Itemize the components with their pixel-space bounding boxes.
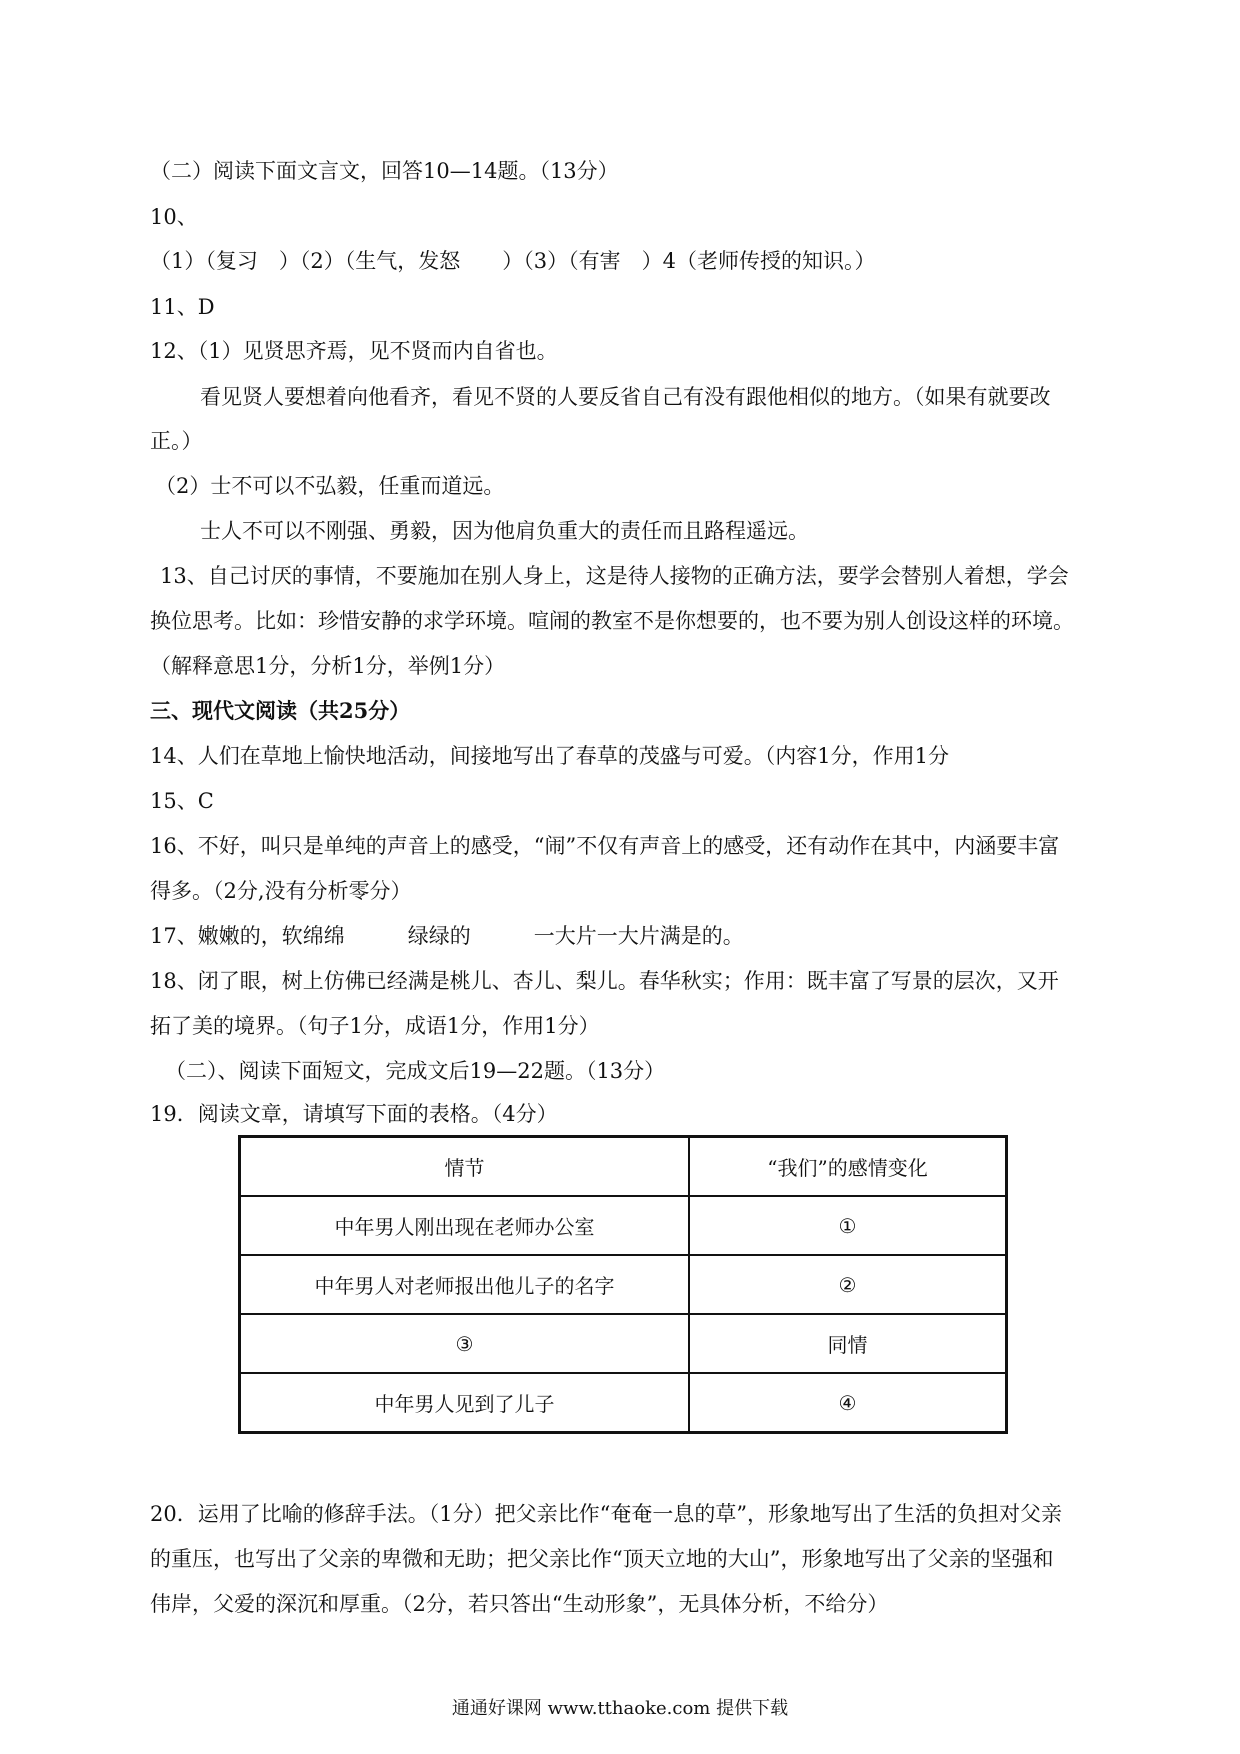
- question-10: 10、: [150, 205, 198, 229]
- table-cell: ④: [689, 1373, 1007, 1433]
- answer-12-2: （2）士不可以不弘毅，任重而道远。: [155, 474, 505, 498]
- answer-12-1-translation-cont: 正。）: [150, 429, 203, 453]
- table-row: [240, 1196, 1007, 1255]
- table-row: [240, 1314, 1007, 1373]
- answer-17: 17、嫩嫩的，软绵绵 绿绿的 一大片一大片满是的。: [150, 924, 744, 948]
- answer-11: 11、D: [150, 295, 215, 319]
- answer-20-cont: 的重压，也写出了父亲的卑微和无助；把父亲比作“顶天立地的大山”，形象地写出了父亲的坚强和: [150, 1547, 1054, 1571]
- table-cell: ①: [689, 1196, 1007, 1255]
- answer-20: 20．运用了比喻的修辞手法。（1分）把父亲比作“奄奄一息的草”，形象地写出了生活的负担对父亲: [150, 1502, 1063, 1526]
- section-heading-classical: （二）阅读下面文言文，回答10—14题。（13分）: [150, 159, 619, 183]
- answer-15: 15、C: [150, 789, 214, 813]
- answer-12-2-translation: 士人不可以不刚强、勇毅，因为他肩负重大的责任而且路程遥远。: [200, 519, 809, 543]
- answer-13: 13、自己讨厌的事情，不要施加在别人身上，这是待人接物的正确方法，要学会替别人着想，学会: [160, 564, 1069, 588]
- plot-emotion-table: [238, 1135, 1008, 1434]
- table-header-cell: 情节: [240, 1137, 690, 1197]
- answer-10: （1）（复习 ）（2）（生气，发怒 ）（3）（有害 ）4（老师传授的知识。）: [150, 249, 876, 273]
- table-cell: ②: [689, 1255, 1007, 1314]
- answer-12-1-translation: 看见贤人要想着向他看齐，看见不贤的人要反省自己有没有跟他相似的地方。（如果有就要改: [200, 385, 1051, 409]
- table-cell: 中年男人见到了儿子: [240, 1373, 690, 1433]
- table-row: [240, 1373, 1007, 1433]
- answer-14: 14、人们在草地上愉快地活动，间接地写出了春草的茂盛与可爱。（内容1分，作用1分: [150, 744, 949, 768]
- table-cell: 中年男人刚出现在老师办公室: [240, 1196, 690, 1255]
- answer-12-1: 12、（1）见贤思齐焉，见不贤而内自省也。: [150, 339, 558, 363]
- answer-16: 16、不好，叫只是单纯的声音上的感受，“闹”不仅有声音上的感受，还有动作在其中，内涵要丰富: [150, 834, 1060, 858]
- answer-20-cont-2: 伟岸，父爱的深沉和厚重。（2分，若只答出“生动形象”，无具体分析，不给分）: [150, 1592, 889, 1616]
- answer-16-cont: 得多。（2分,没有分析零分）: [150, 879, 412, 903]
- table-cell: ③: [240, 1314, 690, 1373]
- answer-13-cont: 换位思考。比如：珍惜安静的求学环境。喧闹的教室不是你想要的，也不要为别人创设这样的环境。: [150, 609, 1074, 633]
- answer-13-scoring: （解释意思1分，分析1分，举例1分）: [150, 654, 506, 678]
- table-header-row: [240, 1137, 1007, 1197]
- section-heading-short-essay: （二）、阅读下面短文，完成文后19—22题。（13分）: [165, 1059, 666, 1083]
- answer-18-cont: 拓了美的境界。（句子1分，成语1分，作用1分）: [150, 1014, 600, 1038]
- table-cell: 中年男人对老师报出他儿子的名字: [240, 1255, 690, 1314]
- page-footer: 通通好课网 www.tthaoke.com 提供下载: [451, 1698, 789, 1719]
- table-row: [240, 1255, 1007, 1314]
- table-header-cell: “我们”的感情变化: [689, 1137, 1007, 1197]
- section-heading-modern: 三、现代文阅读（共25分）: [150, 698, 411, 723]
- question-19: 19．阅读文章，请填写下面的表格。（4分）: [150, 1102, 558, 1126]
- answer-18: 18、闭了眼，树上仿佛已经满是桃儿、杏儿、梨儿。春华秋实；作用：既丰富了写景的层次，又开: [150, 969, 1059, 993]
- table-cell: 同情: [689, 1314, 1007, 1373]
